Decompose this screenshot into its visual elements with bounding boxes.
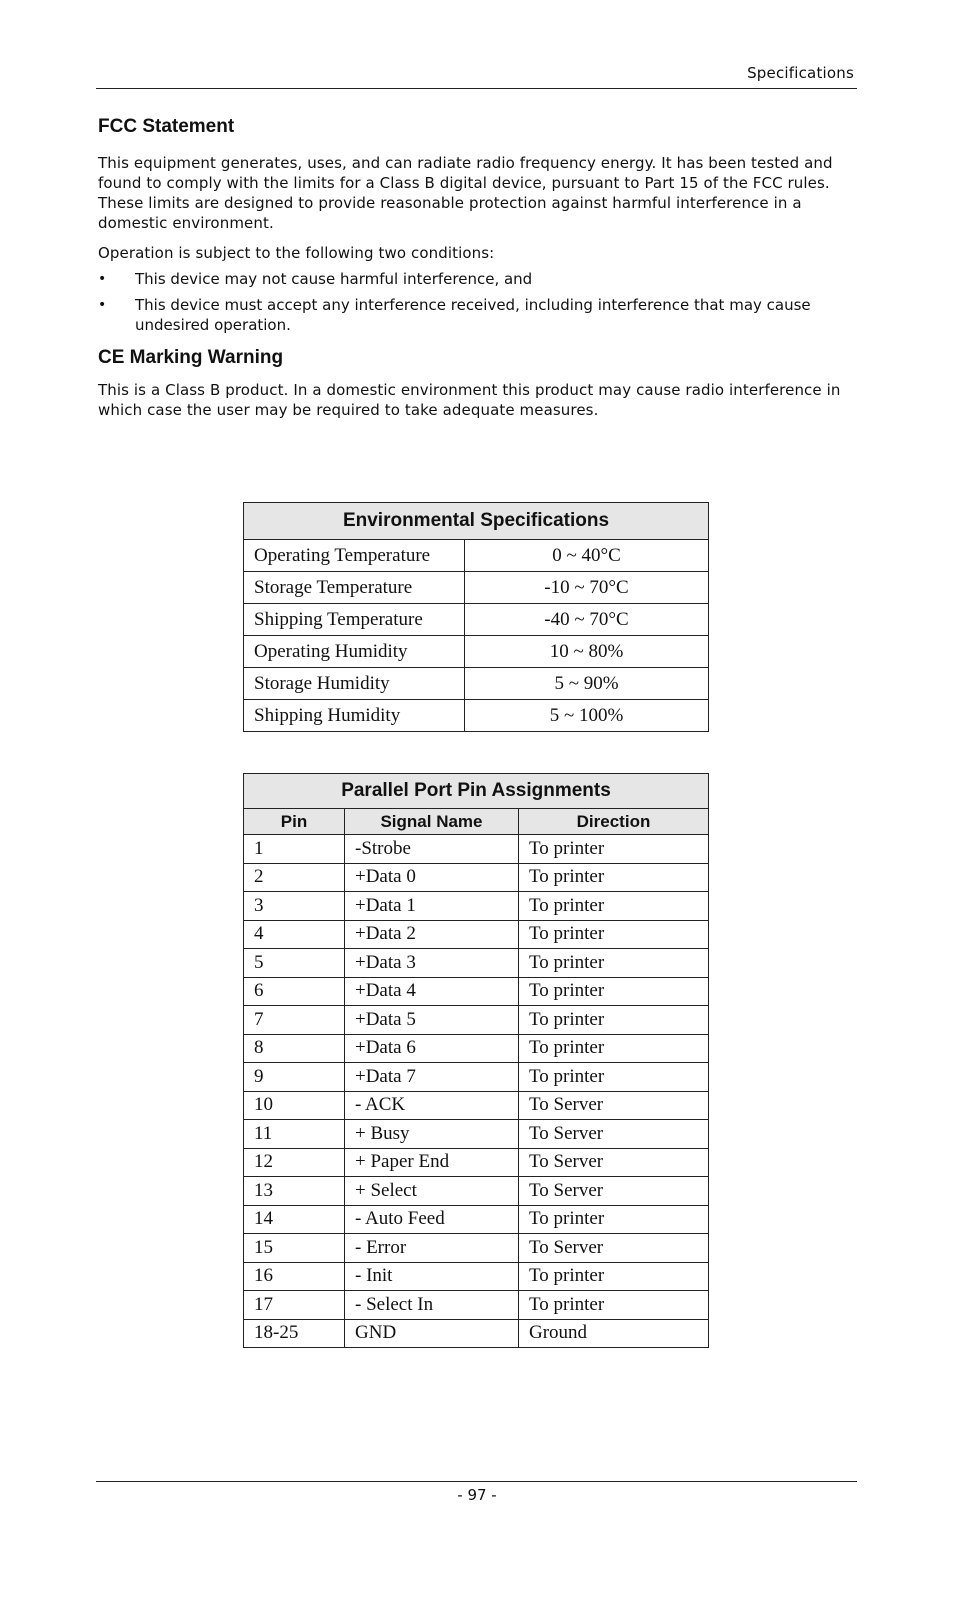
pin-number: 17 [244, 1291, 345, 1320]
signal-name: - Init [345, 1262, 519, 1291]
list-item [98, 295, 856, 335]
pin-number: 6 [244, 977, 345, 1006]
ce-marking-title: CE Marking Warning [98, 347, 284, 368]
table-row [244, 1091, 709, 1120]
pin-number: 9 [244, 1063, 345, 1092]
signal-name: - Select In [345, 1291, 519, 1320]
pin-number: 4 [244, 920, 345, 949]
direction: To printer [519, 835, 709, 864]
pin-rows [244, 835, 709, 1348]
list-item-text: This device may not cause harmful interference, and [135, 270, 533, 288]
pin-number: 13 [244, 1177, 345, 1206]
direction: To printer [519, 1034, 709, 1063]
ce-paragraph: This is a Class B product. In a domestic environment this product may cause radio interference in which case the user may be required to take adequate measures. [98, 381, 841, 419]
table-row [244, 1177, 709, 1206]
pin-number: 8 [244, 1034, 345, 1063]
table-row [244, 949, 709, 978]
spec-label: Operating Temperature [244, 540, 465, 572]
signal-name: +Data 6 [345, 1034, 519, 1063]
spec-label: Storage Humidity [244, 668, 465, 700]
column-header-signal-name: Signal Name [345, 809, 519, 835]
pin-number: 14 [244, 1205, 345, 1234]
spec-value: -40 ~ 70°C [465, 604, 709, 636]
spec-value: -10 ~ 70°C [465, 572, 709, 604]
pin-number: 16 [244, 1262, 345, 1291]
direction: Ground [519, 1319, 709, 1348]
page-body [98, 114, 856, 420]
table-row [244, 604, 709, 636]
pin-number: 18-25 [244, 1319, 345, 1348]
table-row [244, 1063, 709, 1092]
direction: To printer [519, 920, 709, 949]
pin-number: 15 [244, 1234, 345, 1263]
environmental-specifications-table [243, 502, 709, 732]
list-item [98, 269, 856, 289]
table-row [244, 668, 709, 700]
table-row [244, 636, 709, 668]
signal-name: -Strobe [345, 835, 519, 864]
footer-rule [96, 1481, 857, 1482]
table-row [244, 835, 709, 864]
spec-value: 10 ~ 80% [465, 636, 709, 668]
spec-label: Operating Humidity [244, 636, 465, 668]
pin-number: 2 [244, 863, 345, 892]
table-row [244, 572, 709, 604]
direction: To printer [519, 1006, 709, 1035]
table-row [244, 892, 709, 921]
spec-label: Shipping Humidity [244, 700, 465, 732]
page-number: - 97 - [457, 1486, 497, 1504]
column-header-pin: Pin [244, 809, 345, 835]
table-row [244, 1006, 709, 1035]
direction: To printer [519, 1205, 709, 1234]
signal-name: - ACK [345, 1091, 519, 1120]
signal-name: +Data 2 [345, 920, 519, 949]
direction: To printer [519, 1063, 709, 1092]
signal-name: +Data 1 [345, 892, 519, 921]
spec-label: Storage Temperature [244, 572, 465, 604]
table-row [244, 1120, 709, 1149]
signal-name: - Auto Feed [345, 1205, 519, 1234]
spec-value: 5 ~ 90% [465, 668, 709, 700]
pin-number: 7 [244, 1006, 345, 1035]
parallel-port-pin-table [243, 773, 709, 1348]
column-header-direction: Direction [519, 809, 709, 835]
pin-number: 12 [244, 1148, 345, 1177]
table-row [244, 700, 709, 732]
table-row [244, 1262, 709, 1291]
signal-name: GND [345, 1319, 519, 1348]
fcc-paragraph: This equipment generates, uses, and can radiate radio frequency energy. It has been tested and found to comply with the limits for a Class B digital device, pursuant to Part 15 of the FCC rules. These limits are designed to provide reasonable protection against harmful interference in a domestic environment. [98, 154, 833, 232]
table-header-row [244, 809, 709, 835]
spec-value: 0 ~ 40°C [465, 540, 709, 572]
direction: To printer [519, 1262, 709, 1291]
pin-number: 5 [244, 949, 345, 978]
direction: To printer [519, 977, 709, 1006]
pin-number: 1 [244, 835, 345, 864]
list-item-text: This device must accept any interference received, including interference that may cause undesired operation. [135, 296, 811, 334]
pin-number: 11 [244, 1120, 345, 1149]
signal-name: +Data 5 [345, 1006, 519, 1035]
signal-name: +Data 3 [345, 949, 519, 978]
table-row [244, 920, 709, 949]
signal-name: + Paper End [345, 1148, 519, 1177]
spec-label: Shipping Temperature [244, 604, 465, 636]
table-row [244, 1148, 709, 1177]
table-row [244, 863, 709, 892]
fcc-conditions-intro: Operation is subject to the following two conditions: [98, 244, 495, 262]
signal-name: - Error [345, 1234, 519, 1263]
direction: To Server [519, 1091, 709, 1120]
spec-value: 5 ~ 100% [465, 700, 709, 732]
signal-name: +Data 4 [345, 977, 519, 1006]
direction: To printer [519, 1291, 709, 1320]
direction: To Server [519, 1120, 709, 1149]
table-row [244, 1291, 709, 1320]
table-title: Environmental Specifications [244, 503, 709, 540]
bullet-icon: • [98, 271, 107, 287]
direction: To Server [519, 1177, 709, 1206]
table-title: Parallel Port Pin Assignments [244, 774, 709, 809]
direction: To Server [519, 1148, 709, 1177]
pin-number: 3 [244, 892, 345, 921]
direction: To printer [519, 949, 709, 978]
signal-name: + Busy [345, 1120, 519, 1149]
signal-name: + Select [345, 1177, 519, 1206]
signal-name: +Data 0 [345, 863, 519, 892]
table-row [244, 1205, 709, 1234]
table-row [244, 977, 709, 1006]
table-row [244, 1034, 709, 1063]
bullet-icon: • [98, 297, 107, 313]
running-header: Specifications [747, 64, 854, 82]
direction: To printer [519, 892, 709, 921]
direction: To Server [519, 1234, 709, 1263]
table-row [244, 1319, 709, 1348]
fcc-statement-title: FCC Statement [98, 116, 235, 137]
table-row [244, 1234, 709, 1263]
header-rule [96, 88, 857, 89]
signal-name: +Data 7 [345, 1063, 519, 1092]
direction: To printer [519, 863, 709, 892]
table-row [244, 540, 709, 572]
fcc-conditions-list [98, 269, 856, 335]
pin-number: 10 [244, 1091, 345, 1120]
